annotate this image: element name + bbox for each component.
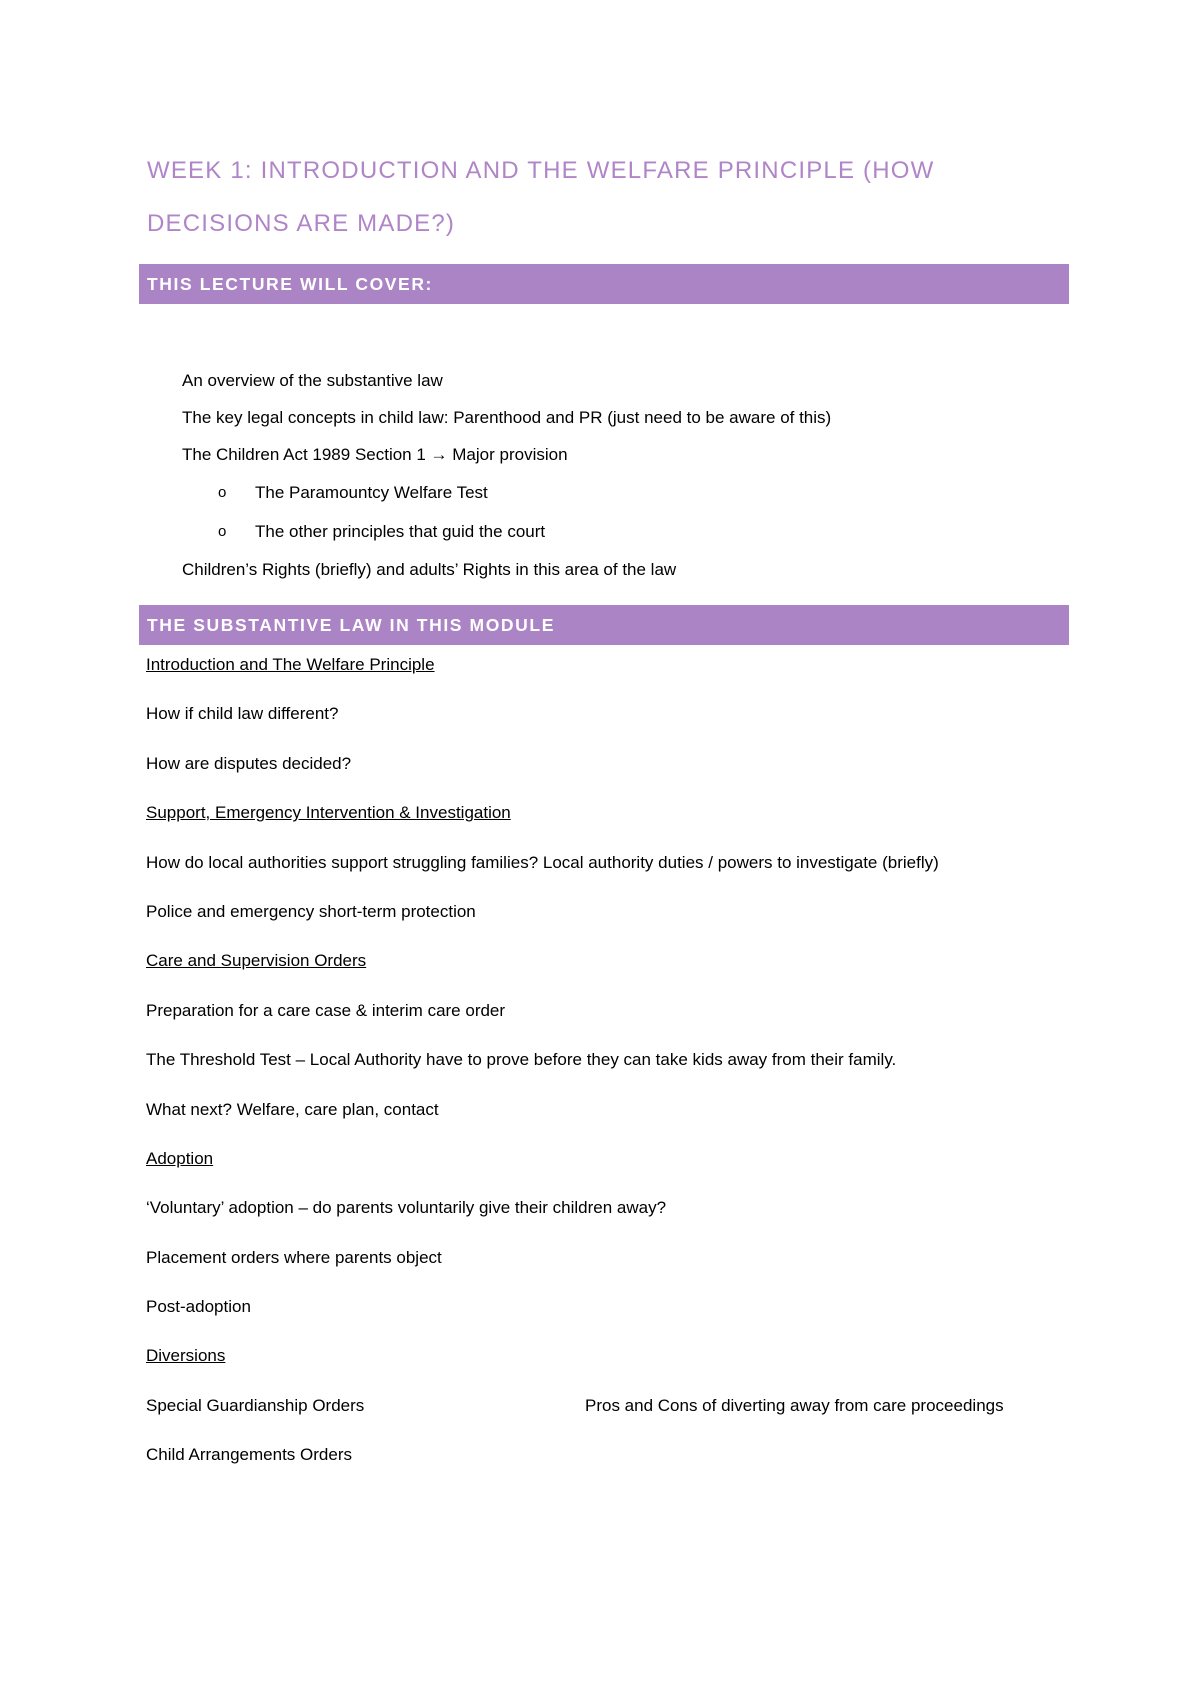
- topic-item: Placement orders where parents object: [146, 1247, 442, 1267]
- topic-heading: Introduction and The Welfare Principle: [146, 655, 435, 674]
- topic-heading: Adoption: [146, 1148, 214, 1168]
- bullet-icon: o: [218, 484, 227, 501]
- topic-heading: Diversions: [146, 1346, 226, 1366]
- page-title: WEEK 1: INTRODUCTION AND THE WELFARE PRINCIPLE (HOW DECISIONS ARE MADE?): [147, 157, 935, 237]
- sub-list-item: [182, 473, 831, 512]
- topic-item: Preparation for a care case & interim care order: [146, 1000, 506, 1020]
- topic-item: What next? Welfare, care plan, contact: [146, 1099, 439, 1119]
- topic-item: ‘Voluntary’ adoption – do parents voluntarily give their children away?: [146, 1198, 667, 1218]
- topic-item-row: [146, 1394, 1076, 1443]
- section-header-lecture-cover: THIS LECTURE WILL COVER:: [139, 264, 1069, 304]
- topic-item: Special Guardianship Orders: [146, 1395, 365, 1415]
- topic-heading: Support, Emergency Intervention & Investigation: [146, 803, 511, 823]
- sub-list-item-label: The Paramountcy Welfare Test: [255, 483, 488, 502]
- list-item: Children’s Rights (briefly) and adults’ Rights in this area of the law: [182, 560, 677, 579]
- topic-note: Pros and Cons of diverting away from care proceedings: [585, 1395, 1004, 1415]
- topic-item: The Threshold Test – Local Authority have to prove before they can take kids away from their family.: [146, 1050, 897, 1070]
- topic-item: Child Arrangements Orders: [146, 1445, 352, 1465]
- sub-list-item: [182, 512, 831, 551]
- list-item: An overview of the substantive law: [182, 371, 443, 390]
- topic-item: Post-adoption: [146, 1297, 251, 1317]
- topic-item: How do local authorities support struggling families? Local authority duties / powers to investigate (briefly): [146, 852, 939, 872]
- topic-item: Police and emergency short-term protection: [146, 901, 476, 921]
- topic-item: How are disputes decided?: [146, 753, 352, 773]
- list-item: The Children Act 1989 Section 1 → Major provision: [182, 445, 568, 464]
- bullet-icon: o: [218, 523, 227, 540]
- topic-heading: Care and Supervision Orders: [146, 951, 367, 971]
- module-topics-list: [146, 653, 1076, 1493]
- lecture-overview-list: [182, 362, 831, 588]
- list-item: The key legal concepts in child law: Parenthood and PR (just need to be aware of this): [182, 408, 832, 427]
- section-header-substantive-law: THE SUBSTANTIVE LAW IN THIS MODULE: [139, 605, 1069, 645]
- topic-item: How if child law different?: [146, 704, 339, 724]
- sub-list-item-label: The other principles that guid the court: [255, 522, 546, 541]
